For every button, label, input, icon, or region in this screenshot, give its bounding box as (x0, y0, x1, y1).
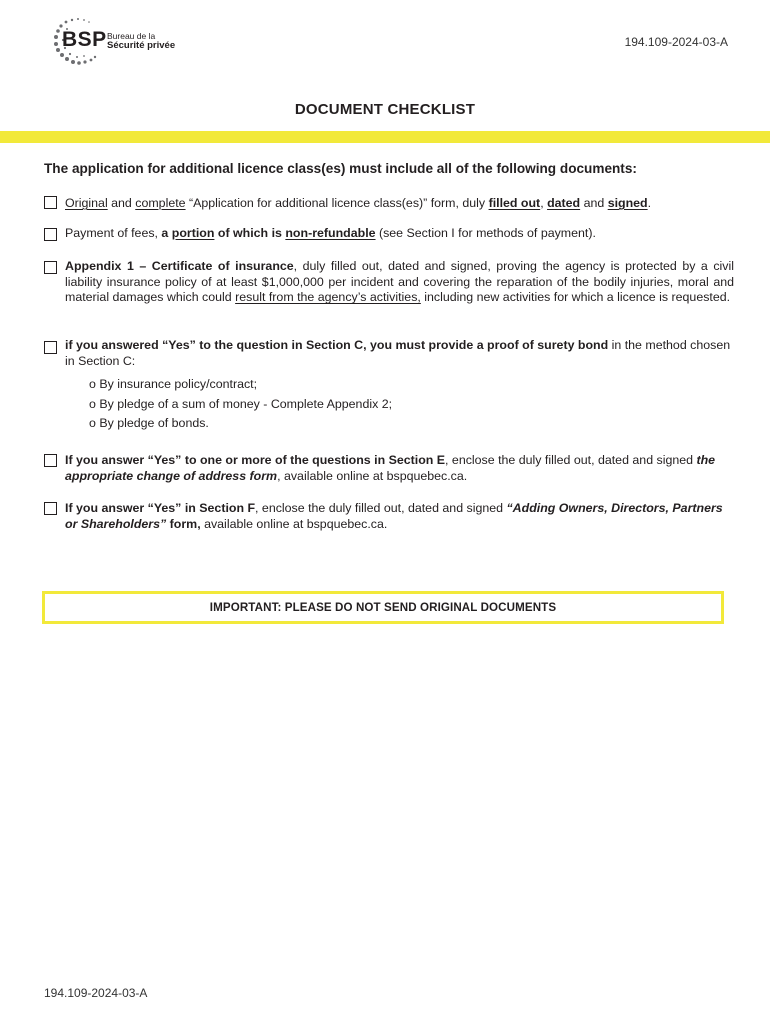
checklist-item-application-form (44, 196, 734, 214)
checklist-item-surety-bond (44, 338, 734, 372)
item-text: Original and complete “Application for additional licence class(es)” form, duly filled out, dated and signed. (65, 196, 652, 210)
checkbox[interactable] (44, 454, 57, 467)
surety-bond-options (89, 375, 392, 434)
checklist-item-insurance-certificate (44, 259, 734, 323)
checkbox[interactable] (44, 196, 57, 209)
item-text: If you answer “Yes” in Section F, enclose the duly filled out, dated and signed “Adding Owners, Directors, Partners or Shareholders” form, available online at bspquebec.ca. (65, 501, 723, 531)
intro-text: The application for additional licence class(es) must include all of the following documents: (44, 161, 637, 176)
list-item: o By pledge of bonds. (89, 416, 209, 430)
list-item: o By pledge of a sum of money - Complete Appendix 2; (89, 396, 393, 411)
important-notice-text: IMPORTANT: PLEASE DO NOT SEND ORIGINAL DOCUMENTS (209, 601, 557, 614)
important-notice-box (42, 591, 724, 624)
item-text: Payment of fees, a portion of which is non-refundable (see Section I for methods of payment). (65, 226, 596, 240)
logo-line-2: Sécurité privée (107, 40, 176, 51)
logo-mark: BSP (62, 28, 107, 51)
bsp-logo (52, 16, 192, 68)
footer-document-code: 194.109-2024-03-A (44, 986, 148, 1000)
item-text: If you answer “Yes” to one or more of the questions in Section E, enclose the duly filled out, dated and signed the appropriate change of address form, available online at bspquebec.ca. (65, 453, 716, 483)
checklist-item-payment-of-fees (44, 226, 734, 244)
checklist-item-change-of-address (44, 453, 734, 487)
list-item: o By insurance policy/contract; (89, 377, 258, 391)
checkbox[interactable] (44, 502, 57, 515)
checkbox[interactable] (44, 261, 57, 274)
accent-bar (0, 131, 770, 143)
checklist-item-adding-owners (44, 501, 734, 535)
checkbox[interactable] (44, 228, 57, 241)
item-text: if you answered “Yes” to the question in Section C, you must provide a proof of surety bond in the method chosen in Section C: (65, 338, 731, 368)
page-title: DOCUMENT CHECKLIST (294, 101, 476, 118)
logo-line-1: Bureau de la (107, 31, 156, 41)
document-code: 194.109-2024-03-A (624, 35, 728, 49)
checkbox[interactable] (44, 341, 57, 354)
item-text: Appendix 1 – Certificate of insurance, duly filled out, dated and signed, proving the agency is protected by a civil liability insurance policy of at least $1,000,000 per incident and covering the reparation of the bodily injuries, moral and material damages which could result from the agency’s activities, including new activities for which a licence is requested. (65, 259, 734, 305)
